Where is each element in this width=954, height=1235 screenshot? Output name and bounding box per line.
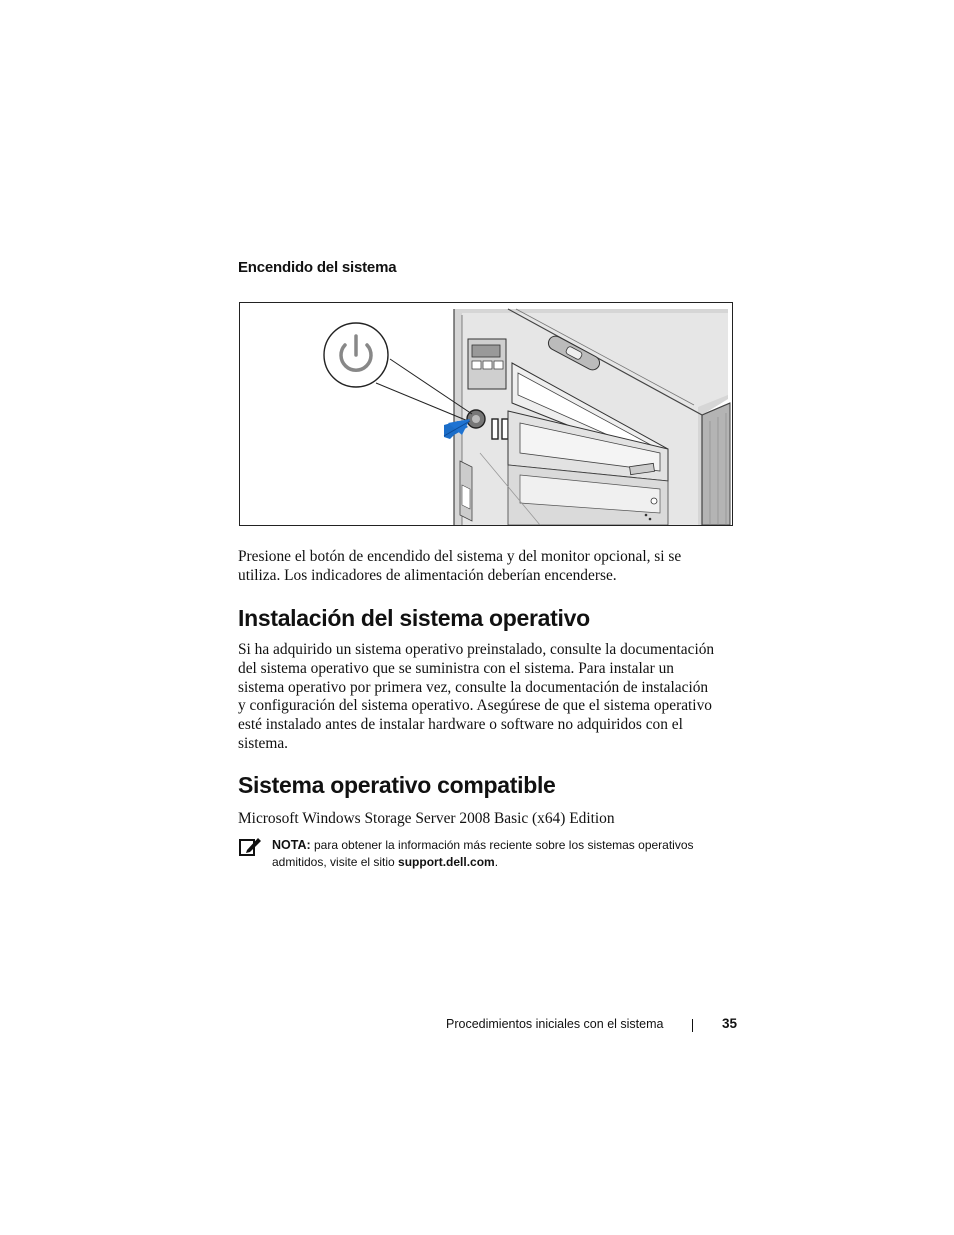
usb-port bbox=[502, 419, 508, 439]
section-heading: Encendido del sistema bbox=[238, 259, 397, 276]
support-link[interactable]: support.dell.com bbox=[398, 855, 495, 869]
pencil-note-icon bbox=[239, 836, 261, 856]
install-os-heading: Instalación del sistema operativo bbox=[238, 605, 590, 631]
footer-separator bbox=[692, 1019, 693, 1032]
power-on-illustration bbox=[239, 302, 733, 526]
power-on-paragraph: Presione el botón de encendido del sistema y del monitor opcional, si se utiliza. Los indicadores de alimentación deberían encenderse. bbox=[238, 548, 682, 584]
usb-port bbox=[492, 419, 498, 439]
page-number: 35 bbox=[722, 1016, 738, 1031]
install-os-paragraph: Si ha adquirido un sistema operativo preinstalado, consulte la documentación del sistema operativo que se suministra con el sistema. Para instalar un sistema operativo por primera vez, consulte la documentación de instalación y configuración del sistema operativo. Asegúrese de que el sistema operativo esté instalado antes de instalar hardware o software no adquiridos con el sistema. bbox=[238, 641, 715, 752]
os-name: Microsoft Windows Storage Server 2008 Basic (x64) Edition bbox=[238, 810, 615, 827]
note-text: NOTA: para obtener la información más reciente sobre los sistemas operativos admitidos, visite el sitio support.dell.com. bbox=[272, 838, 694, 869]
footer-chapter-title: Procedimientos iniciales con el sistema bbox=[446, 1017, 664, 1031]
compatible-os-heading: Sistema operativo compatible bbox=[238, 772, 556, 798]
